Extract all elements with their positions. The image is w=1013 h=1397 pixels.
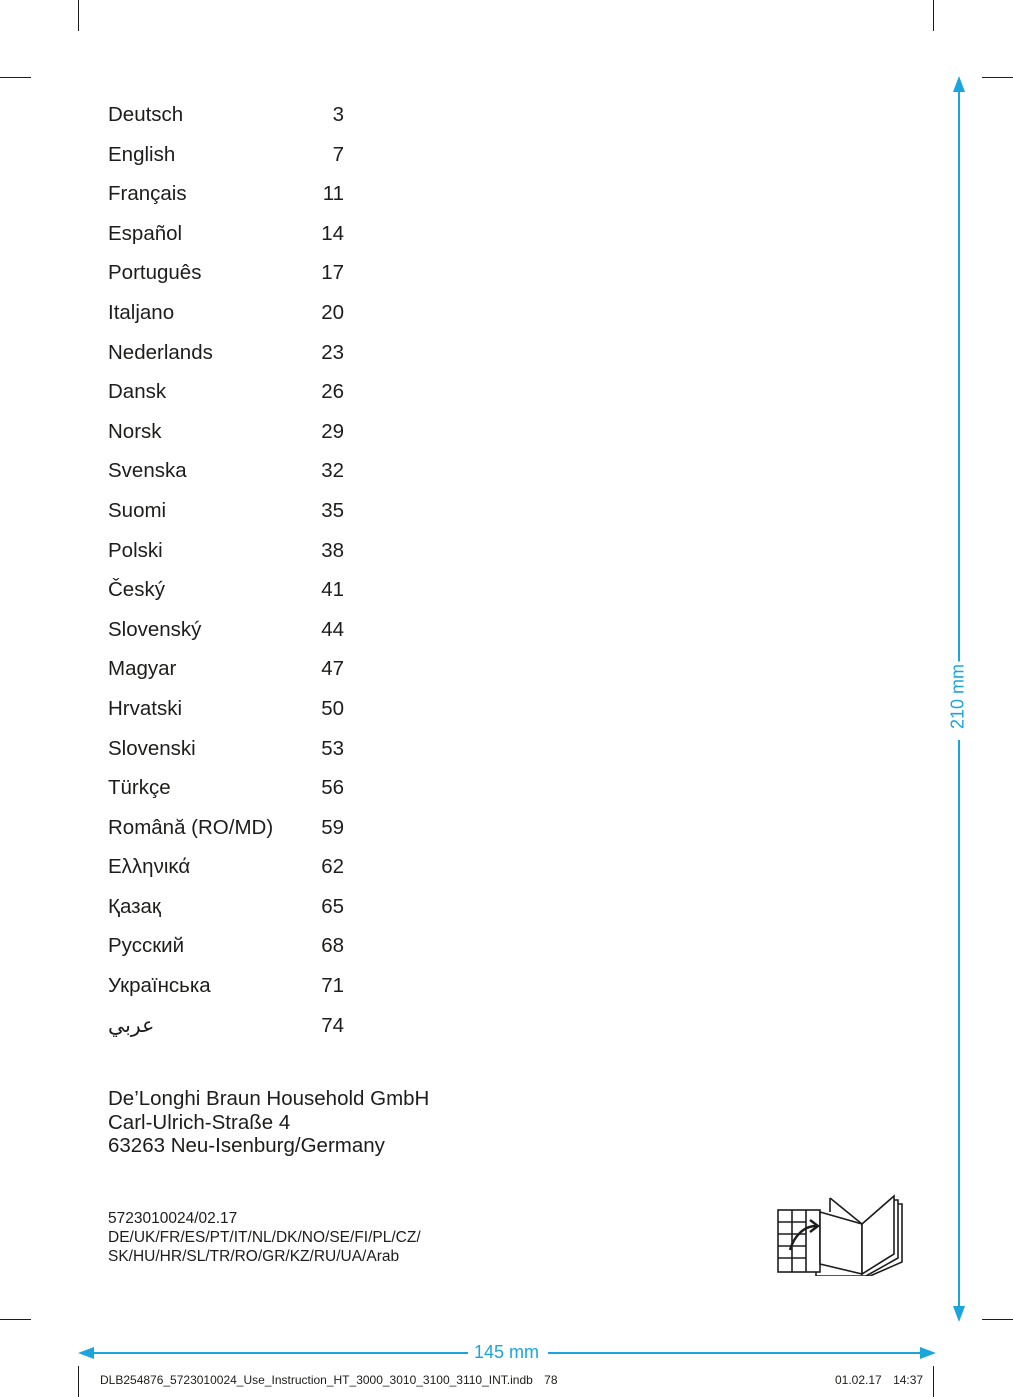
toc-language: Português — [108, 261, 202, 285]
toc-entry — [108, 100, 348, 140]
toc-entry — [108, 298, 348, 338]
footer-timestamp — [835, 1373, 923, 1387]
toc-page-number: 56 — [321, 776, 344, 800]
document-codes — [108, 1210, 421, 1266]
toc-language: Italjano — [108, 300, 175, 324]
toc-page-number: 20 — [321, 300, 344, 324]
toc-page-number: 29 — [321, 419, 344, 443]
toc-language: Українська — [108, 974, 211, 998]
toc-language: Hrvatski — [108, 696, 183, 720]
street: Carl-Ulrich-Straße 4 — [108, 1110, 291, 1134]
toc-language: Český — [108, 578, 165, 602]
toc-page-number: 26 — [321, 380, 344, 404]
footer-time: 14:37 — [893, 1373, 924, 1387]
booklet-icon — [776, 1192, 908, 1276]
country-codes-line: SK/HU/HR/SL/TR/RO/GR/KZ/RU/UA/Arab — [108, 1247, 400, 1265]
toc-language: Français — [108, 182, 187, 206]
file-name: DLB254876_5723010024_Use_Instruction_HT_3000_3010_3100_3110_INT.indb — [100, 1373, 533, 1387]
toc-language: Slovenský — [108, 617, 202, 641]
toc-entry — [108, 773, 348, 813]
toc-entry — [108, 377, 348, 417]
toc-entry — [108, 575, 348, 615]
crop-mark — [78, 1366, 79, 1397]
toc-entry — [108, 852, 348, 892]
toc-language: Suomi — [108, 498, 167, 522]
crop-mark — [982, 77, 1013, 78]
toc-language: Русский — [108, 934, 185, 958]
footer-file-name — [100, 1373, 558, 1387]
toc-page-number: 38 — [321, 538, 344, 562]
toc-page-number: 32 — [321, 459, 344, 483]
toc-language: Español — [108, 221, 183, 245]
doc-number: 5723010024/02.17 — [108, 1210, 238, 1227]
toc-language: Қазақ — [108, 894, 161, 918]
toc-entry — [108, 179, 348, 219]
city: 63263 Neu-Isenburg/Germany — [108, 1134, 385, 1157]
toc-language: Norsk — [108, 419, 162, 443]
toc-page-number: 11 — [322, 182, 344, 206]
toc-entry — [108, 892, 348, 932]
toc-entry — [108, 694, 348, 734]
toc-entry — [108, 734, 348, 774]
toc-entry — [108, 1011, 348, 1051]
toc-language: Ελληνικά — [108, 855, 191, 879]
toc-page-number: 7 — [332, 142, 344, 166]
toc-language: Magyar — [108, 657, 177, 681]
toc-page-number: 59 — [321, 815, 344, 839]
toc-page-number: 74 — [321, 1013, 344, 1037]
toc-language: Polski — [108, 538, 163, 562]
toc-entry — [108, 417, 348, 457]
crop-mark — [982, 1319, 1013, 1320]
toc-page-number: 3 — [332, 103, 344, 126]
toc-page-number: 14 — [321, 221, 344, 245]
country-codes-line: DE/UK/FR/ES/PT/IT/NL/DK/NO/SE/FI/PL/CZ/ — [108, 1228, 421, 1246]
toc-language: Slovenski — [108, 736, 196, 760]
toc-page-number: 44 — [321, 617, 344, 641]
toc-language: Nederlands — [108, 340, 213, 364]
toc-language: Română (RO/MD) — [108, 815, 274, 839]
toc-page-number: 71 — [321, 974, 344, 998]
toc-entry — [108, 813, 348, 853]
crop-mark — [933, 0, 934, 31]
table-of-contents — [108, 100, 348, 1050]
toc-entry — [108, 536, 348, 576]
toc-page-number: 23 — [321, 340, 344, 364]
toc-language: Türkçe — [108, 776, 171, 800]
toc-entry — [108, 219, 348, 259]
toc-entry — [108, 971, 348, 1011]
toc-language: Dansk — [108, 380, 167, 404]
crop-mark — [78, 0, 79, 31]
toc-page-number: 47 — [321, 657, 344, 681]
company-name: De’Longhi Braun Household GmbH — [108, 1087, 430, 1110]
toc-page-number: 68 — [321, 934, 344, 958]
crop-mark — [933, 1366, 934, 1397]
toc-language: Svenska — [108, 459, 187, 483]
footer-date: 01.02.17 — [835, 1373, 882, 1387]
toc-page-number: 53 — [321, 736, 344, 760]
toc-entry — [108, 654, 348, 694]
toc-page-number: 62 — [321, 855, 344, 879]
toc-page-number: 65 — [321, 894, 344, 918]
toc-language: عربي — [108, 1013, 155, 1037]
toc-entry — [108, 456, 348, 496]
toc-entry — [108, 338, 348, 378]
toc-language: English — [108, 142, 176, 166]
toc-entry — [108, 140, 348, 180]
toc-language: Deutsch — [108, 103, 184, 126]
footer-page-number: 78 — [544, 1373, 558, 1387]
height-dimension-label: 210 mm — [948, 662, 969, 732]
toc-entry — [108, 615, 348, 655]
toc-page-number: 50 — [321, 696, 344, 720]
toc-entry — [108, 258, 348, 298]
crop-mark — [0, 77, 31, 78]
toc-page-number: 35 — [321, 498, 344, 522]
toc-page-number: 17 — [321, 261, 344, 285]
crop-mark — [0, 1319, 31, 1320]
toc-page-number: 41 — [321, 578, 344, 602]
manufacturer-address — [108, 1087, 429, 1158]
toc-entry — [108, 931, 348, 971]
width-dimension-label: 145 mm — [474, 1342, 540, 1362]
toc-entry — [108, 496, 348, 536]
